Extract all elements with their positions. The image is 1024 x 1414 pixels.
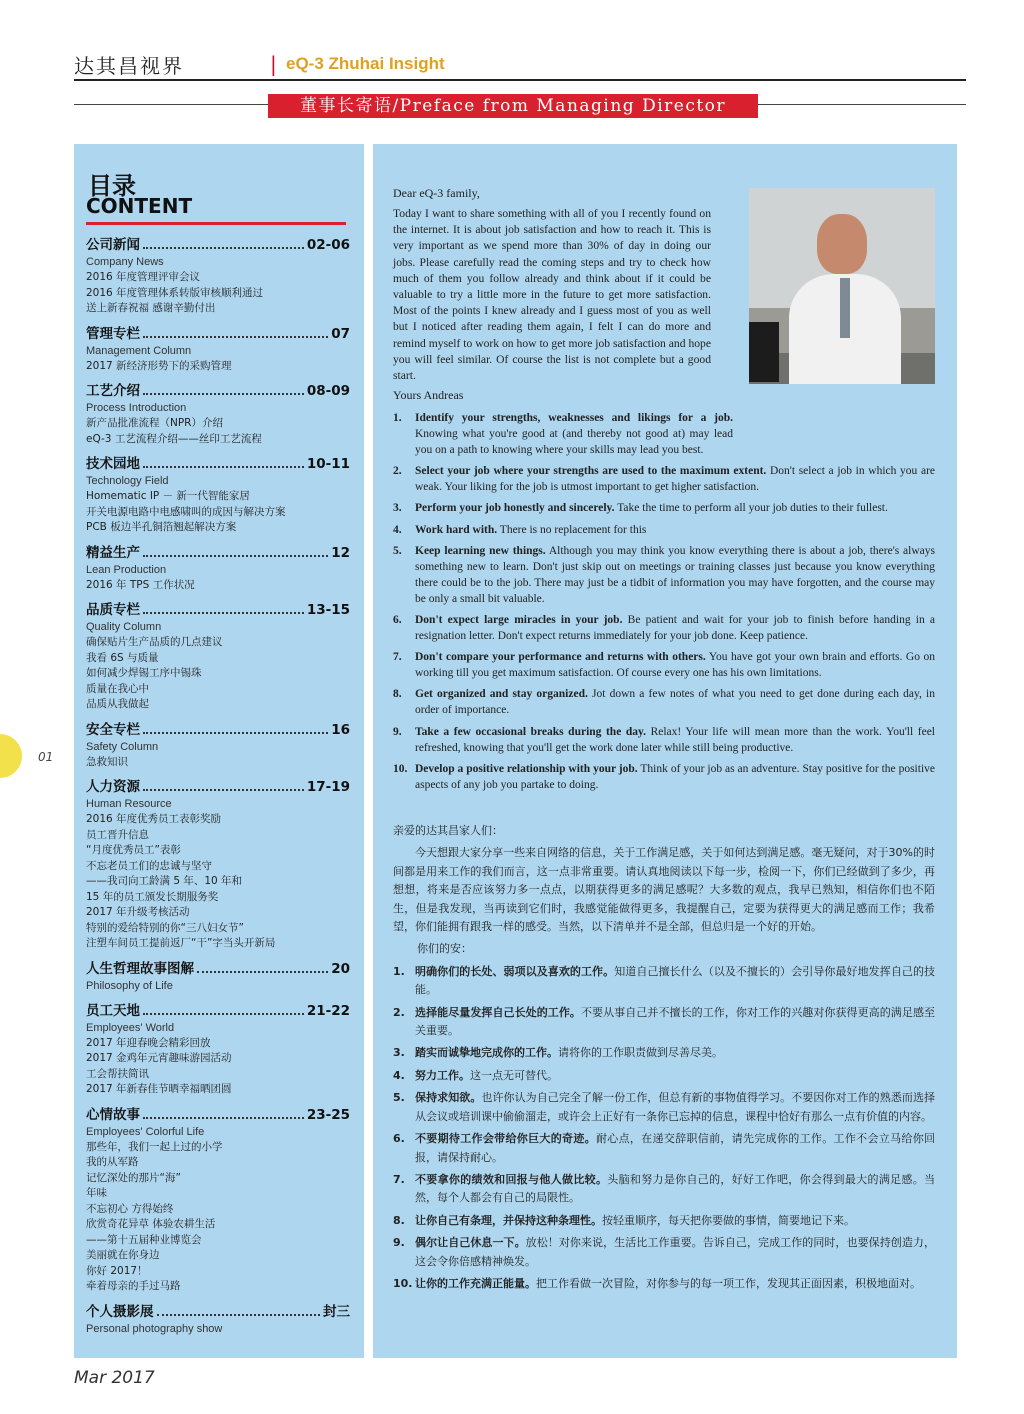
point-heading: Take a few occasional breaks during the day. — [415, 725, 647, 738]
toc-section-title: 工艺介绍 — [86, 383, 140, 399]
point-number: 8. — [393, 688, 402, 701]
point-en — [393, 410, 733, 458]
signature-zh: 你们的安： — [417, 942, 472, 956]
toc-section-title: 人力资源 — [86, 779, 140, 795]
point-heading: Work hard with. — [415, 523, 498, 536]
toc-item: 2017 年升级考核活动 — [86, 906, 190, 918]
toc-section-title: 个人摄影展 — [86, 1303, 154, 1320]
point-heading: 不要期待工作会带给你巨大的奇迹。 — [415, 1132, 596, 1146]
toc-section-title: 心情故事 — [86, 1106, 140, 1123]
point-number: 7. — [393, 651, 402, 664]
toc-item: 送上新春祝福 感谢辛勤付出 — [86, 302, 216, 314]
header-rule — [74, 79, 966, 81]
toc-section-title: 管理专栏 — [86, 325, 140, 342]
preface-article — [373, 144, 957, 1358]
point-zh — [393, 1089, 935, 1126]
point-heading: 让你自己有条理，并保持这种条理性。 — [415, 1213, 602, 1227]
toc-leader-dots — [143, 466, 304, 468]
point-en — [393, 463, 935, 495]
point-text: Be patient and wait for your job to finish before handing in a resignation letter. Don't expect returns immediately for your job done. Keep patience. — [415, 613, 935, 642]
toc-section-title: 精益生产 — [86, 544, 140, 561]
toc-item: 15 年的员工颁发长期服务奖 — [86, 890, 219, 903]
point-text: Although you may think you know everything there is about a job, there's always something new to learn. Don't just skip out on meetings or training classes just because you know everything there could be to the job. There may just be a tidbit of information you may have forgotten, and the course may be only a small bit valuable. — [415, 544, 935, 605]
point-heading: Don't compare your performance and returns with others. — [415, 651, 706, 664]
point-number: 3. — [393, 502, 402, 515]
toc-section — [86, 601, 350, 713]
point-text: 按轻重顺序，每天把你要做的事情，简要地记下来。 — [602, 1213, 855, 1227]
toc-section-pages: 21-22 — [306, 1002, 350, 1019]
toc-section-title: 品质专栏 — [86, 602, 140, 618]
toc-section-heading — [86, 455, 350, 473]
toc-item: 品质从我做起 — [86, 698, 149, 710]
toc-section-en: Lean Production — [86, 563, 167, 576]
point-text: 知道自己擅长什么（以及不擅长的）会引导你最好地发挥自己的技能。 — [415, 964, 936, 997]
point-heading: Don't expect large miracles in your job. — [415, 613, 623, 626]
point-zh — [393, 1234, 935, 1271]
toc-section — [86, 1002, 350, 1098]
point-heading: 偶尔让自己休息一下。 — [415, 1236, 526, 1250]
table-of-contents — [74, 144, 364, 1358]
toc-section-heading — [86, 325, 350, 343]
point-number: 1. — [393, 412, 402, 424]
toc-leader-dots — [143, 1117, 304, 1119]
signature-en: Yours Andreas — [393, 388, 464, 402]
toc-leader-dots — [143, 393, 304, 395]
point-heading: Get organized and stay organized. — [415, 688, 588, 701]
point-number: 8. — [393, 1213, 405, 1227]
toc-section-heading — [86, 1106, 350, 1124]
toc-leader-dots — [143, 789, 304, 791]
point-zh — [393, 1275, 935, 1293]
toc-leader-dots — [157, 1314, 321, 1316]
toc-item: 新产品批准流程（NPR）介绍 — [86, 417, 223, 429]
toc-item: 工会帮扶简讯 — [86, 1067, 149, 1080]
point-heading: Perform your job honestly and sincerely. — [415, 502, 615, 515]
toc-section-en: Philosophy of Life — [86, 979, 173, 992]
toc-section — [86, 1303, 350, 1337]
section-banner: 董事长寄语/Preface from Managing Director — [268, 94, 758, 118]
toc-section-pages: 封三 — [323, 1303, 350, 1320]
point-en — [393, 761, 935, 793]
point-zh — [393, 963, 935, 1000]
point-zh — [393, 1004, 935, 1041]
magazine-title-zh: 达其昌视界 — [74, 54, 184, 78]
toc-section-pages: 23-25 — [306, 1106, 350, 1123]
point-en — [393, 724, 935, 756]
point-number: 9. — [393, 1236, 405, 1250]
point-number: 5. — [393, 1091, 405, 1105]
toc-item: 如何减少焊锡工序中锡珠 — [86, 667, 202, 679]
toc-section — [86, 1106, 350, 1295]
point-number: 5. — [393, 544, 402, 557]
toc-item: 确保贴片生产品质的几点建议 — [86, 636, 223, 648]
toc-section — [86, 325, 350, 375]
toc-section-en: Management Column — [86, 344, 192, 357]
points-list-en — [393, 410, 935, 798]
toc-item: 2016 年度管理评审会议 — [86, 271, 201, 283]
point-text: Think of your job as an adventure. Stay positive for the positive aspects of any job you partake to doing. — [415, 762, 936, 791]
points-list-zh — [393, 963, 935, 1294]
intro-zh: 今天想跟大家分享一些来自网络的信息，关于工作满足感，关于如何达到满足感。毫无疑问，对于30%的时间都是用来工作的我们而言，这一点非常重要。请认真地阅读以下每一步，检阅一下，你们已经做到了多少，再想想，将来是否应该努力多一点点，以期获得更多的满足感呢？大多数的观点，我早已熟知，相信你们也不陌生，但是我发现，当再读到它们时，我感觉能做得更多，我提醒自己，定要为获得更大的满足感而工作；我希望，你们能拥有跟我一样的感受。当然，以下清单并不是全部，但总归是一个好的开始。 — [393, 846, 935, 934]
toc-section-en: Human Resource — [86, 798, 172, 810]
point-text: 不要从事自己并不擅长的工作，你对工作的兴趣对你获得更高的满足感至关重要。 — [415, 1005, 936, 1038]
toc-item: 开关电源电路中电感啸叫的成因与解决方案 — [86, 505, 286, 518]
toc-item: 特别的爱给特别的你“三八妇女节” — [86, 921, 244, 934]
toc-section-heading — [86, 544, 350, 562]
toc-section-pages: 10-11 — [306, 456, 350, 472]
toc-section-heading — [86, 960, 350, 978]
point-text: Jot down a few notes of what you need to get done during each day, in order of importance. — [415, 688, 935, 717]
point-heading: 努力工作。 — [415, 1068, 470, 1082]
point-en — [393, 500, 935, 516]
toc-item: PCB 板边半孔铜箔翘起解决方案 — [86, 521, 237, 533]
toc-section-heading — [86, 601, 350, 619]
toc-section — [86, 778, 350, 952]
toc-item: 注塑车间员工提前返厂“干”字当头开新局 — [86, 937, 276, 949]
greeting-zh: 亲爱的达其昌家人们： — [393, 824, 503, 837]
toc-section-heading — [86, 382, 350, 400]
point-heading: Develop a positive relationship with your job. — [415, 762, 638, 775]
page-tab — [0, 734, 22, 778]
point-text: 放松！对你来说，生活比工作重要。告诉自己，完成工作的同时，也要保持创造力，这会令你倍感精神焕发。 — [415, 1236, 936, 1268]
point-number: 10. — [393, 1276, 413, 1290]
toc-leader-dots — [143, 336, 328, 338]
point-en — [393, 649, 935, 681]
point-zh — [393, 1212, 935, 1230]
point-text: Don't select a job in which you are weak. Your liking for the job is utmost important to get higher satisfaction. — [415, 465, 936, 494]
toc-section-pages: 08-09 — [306, 383, 350, 399]
toc-item: 欣赏奇花异草 体验农耕生活 — [86, 1218, 216, 1230]
page-header — [74, 50, 964, 78]
toc-section — [86, 382, 350, 447]
point-text: 也许你认为自己完全了解一份工作，但总有新的事物值得学习。不要因你对工作的熟悉而选择从会议或培训课中偷偷溜走，或许会上正好有一条你已忘掉的信息，课程中恰好有那么一点有价值的内容。 — [415, 1091, 936, 1123]
toc-item: 我看 6S 与质量 — [86, 651, 159, 664]
point-en — [393, 686, 935, 718]
toc-section-title: 人生哲理故事图解 — [86, 960, 194, 977]
point-number: 6. — [393, 1132, 405, 1146]
toc-item: 质量在我心中 — [86, 682, 149, 695]
point-text: Knowing what you're good at (and thereby not good at) may lead you on a path to knowing where your skills may lead you best. — [415, 428, 733, 456]
point-heading: Keep learning new things. — [415, 544, 546, 557]
point-heading: 明确你们的长处、弱项以及喜欢的工作。 — [415, 964, 615, 978]
toc-item: 2016 年度优秀员工表彰奖励 — [86, 813, 222, 825]
toc-section-en: Process Introduction — [86, 402, 187, 414]
toc-item: ——我司向工龄满 5 年、10 年和 — [86, 875, 243, 887]
toc-section — [86, 455, 350, 536]
greeting-en: Dear eQ-3 family, — [393, 186, 480, 200]
point-text: 耐心点，在递交辞职信前，请先完成你的工作。工作不会立马给你回报，请保持耐心。 — [415, 1132, 936, 1164]
point-number: 2. — [393, 465, 402, 478]
toc-section-en: Employees' World — [86, 1021, 175, 1034]
toc-item: 记忆深处的那片“海” — [86, 1171, 181, 1184]
toc-item: 2017 金鸡年元宵趣味游园活动 — [86, 1052, 232, 1064]
toc-item: 急救知识 — [86, 755, 128, 768]
toc-leader-dots — [143, 1013, 304, 1015]
point-text: 这一点无可替代。 — [470, 1068, 558, 1082]
photo-person-head — [817, 214, 867, 274]
point-text: You have got your own brain and efforts. Go on working till you get maximum satisfaction. Of course every one has his own limitations. — [415, 651, 936, 680]
chinese-section — [393, 822, 935, 1297]
point-zh — [393, 1171, 935, 1208]
point-heading: 踏实而诚挚地完成你的工作。 — [415, 1046, 558, 1060]
toc-item: 不忘初心 方得始终 — [86, 1202, 174, 1215]
point-heading: Select your job where your strengths are used to the maximum extent. — [415, 465, 767, 478]
toc-section-pages: 02-06 — [306, 237, 350, 253]
point-text: 请将你的工作职责做到尽善尽美。 — [558, 1046, 723, 1060]
toc-section-pages: 13-15 — [306, 602, 350, 618]
point-number: 4. — [393, 1068, 405, 1082]
toc-section-heading — [86, 1002, 350, 1020]
point-number: 2. — [393, 1005, 405, 1019]
toc-section-heading — [86, 1303, 350, 1321]
point-heading: 选择能尽量发挥自己长处的工作。 — [415, 1005, 581, 1019]
issue-date: Mar 2017 — [74, 1368, 155, 1388]
managing-director-photo — [749, 188, 935, 384]
point-zh — [393, 1130, 935, 1167]
toc-section — [86, 236, 350, 317]
toc-item: 不忘老员工们的忠诚与坚守 — [86, 859, 212, 872]
point-number: 10. — [393, 762, 408, 775]
point-number: 1. — [393, 964, 405, 978]
intro-en: Today I want to share something with all of you I recently found on the internet. It is about job satisfaction and how to reach it. This is very important as we spend more than 30% of day in doing our jobs. Please carefully read the coming steps and try to check how much of them you follow already and think about if it could be valuable to try a little more in the future to get more satisfaction. Most of the points I knew already and I guess most of you as well but I noticed after reading them again, I felt I can do more and remind myself to work on how to get more job satisfaction and hope you will feel similar. Of course the list is not complete but a good start. — [393, 207, 711, 383]
toc-item: ——第十五届种业博览会 — [86, 1233, 202, 1246]
point-number: 3. — [393, 1046, 405, 1060]
toc-section-pages: 07 — [331, 325, 350, 342]
point-text: 头脑和努力是你自己的，好好工作吧，你会得到最大的满足感。当然，每个人都会有自己的局限性。 — [415, 1172, 936, 1205]
toc-section-heading — [86, 778, 350, 796]
toc-section — [86, 721, 350, 771]
point-text: Relax! Your life will mean more than the work. You'll feel refreshed, knowing that you'll get the work done later while still being productive. — [415, 725, 935, 754]
point-en — [393, 543, 935, 607]
point-heading: 不要拿你的绩效和回报与他人做比较。 — [415, 1172, 608, 1186]
point-text: There is no replacement for this — [497, 523, 647, 536]
toc-section-heading — [86, 721, 350, 739]
toc-section-title: 安全专栏 — [86, 721, 140, 738]
toc-item: 你好 2017！ — [86, 1264, 148, 1277]
toc-leader-dots — [197, 971, 328, 973]
toc-item: 2017 年新春佳节晒幸福晒团圆 — [86, 1083, 232, 1095]
toc-section-pages: 20 — [331, 960, 350, 977]
toc-section-en: Safety Column — [86, 740, 159, 753]
toc-section — [86, 544, 350, 594]
toc-title-en: CONTENT — [86, 194, 193, 218]
toc-item: 那些年，我们一起上过的小学 — [86, 1140, 223, 1153]
point-en — [393, 522, 935, 538]
toc-leader-dots — [143, 612, 304, 614]
toc-section-title: 技术园地 — [86, 456, 140, 472]
toc-item: 2017 年迎春晚会精彩回放 — [86, 1036, 211, 1049]
toc-section-en: Quality Column — [86, 621, 162, 633]
toc-section-pages: 16 — [331, 721, 350, 738]
point-zh — [393, 1067, 935, 1085]
toc-list — [86, 236, 350, 1345]
toc-item: 2017 新经济形势下的采购管理 — [86, 359, 232, 372]
point-heading: Identify your strengths, weaknesses and likings for a job. — [415, 412, 733, 424]
point-number: 7. — [393, 1172, 405, 1186]
point-number: 9. — [393, 725, 402, 738]
toc-item: Homematic IP － 新一代智能家居 — [86, 490, 250, 502]
toc-section-title: 员工天地 — [86, 1002, 140, 1019]
toc-title-zh: 目录 — [88, 172, 136, 200]
toc-item: 美丽就在你身边 — [86, 1249, 160, 1261]
point-number: 6. — [393, 613, 402, 626]
title-separator: | — [270, 52, 277, 76]
toc-leader-dots — [143, 247, 304, 249]
toc-section-en: Personal photography show — [86, 1322, 223, 1335]
toc-section-pages: 12 — [331, 544, 350, 561]
toc-leader-dots — [143, 732, 328, 734]
toc-section — [86, 960, 350, 994]
toc-item: 2016 年度管理体系转版审核顺利通过 — [86, 286, 264, 299]
toc-divider — [86, 222, 346, 225]
toc-item: 我的从军路 — [86, 1156, 139, 1168]
point-text: Take the time to perform all your job duties to their fullest. — [614, 502, 888, 515]
toc-item: 员工晋升信息 — [86, 828, 149, 841]
point-en — [393, 612, 935, 644]
toc-section-title: 公司新闻 — [86, 237, 140, 253]
toc-leader-dots — [143, 555, 328, 557]
toc-section-heading — [86, 236, 350, 254]
point-number: 4. — [393, 523, 402, 536]
toc-item: 牵着母亲的手过马路 — [86, 1280, 181, 1292]
point-text: 把工作看做一次冒险，对你参与的每一项工作，发现其正面因素，积极地面对。 — [536, 1276, 921, 1290]
toc-item: “月度优秀员工”表彰 — [86, 844, 181, 856]
toc-item: 年味 — [86, 1187, 107, 1199]
toc-item: 2016 年 TPS 工作状况 — [86, 578, 195, 591]
toc-section-en: Technology Field — [86, 475, 169, 487]
point-heading: 让你的工作充满正能量。 — [415, 1276, 536, 1290]
photo-person-tie — [840, 278, 850, 338]
point-zh — [393, 1044, 935, 1062]
page-number: 01 — [38, 750, 54, 764]
magazine-title-en: eQ-3 Zhuhai Insight — [286, 54, 445, 73]
toc-item: eQ-3 工艺流程介绍——丝印工艺流程 — [86, 432, 262, 445]
toc-section-en: Employees' Colorful Life — [86, 1125, 205, 1138]
toc-section-en: Company News — [86, 256, 164, 268]
point-heading: 保持求知欲。 — [415, 1091, 482, 1105]
toc-section-pages: 17-19 — [306, 779, 350, 795]
photo-monitor — [749, 322, 779, 382]
